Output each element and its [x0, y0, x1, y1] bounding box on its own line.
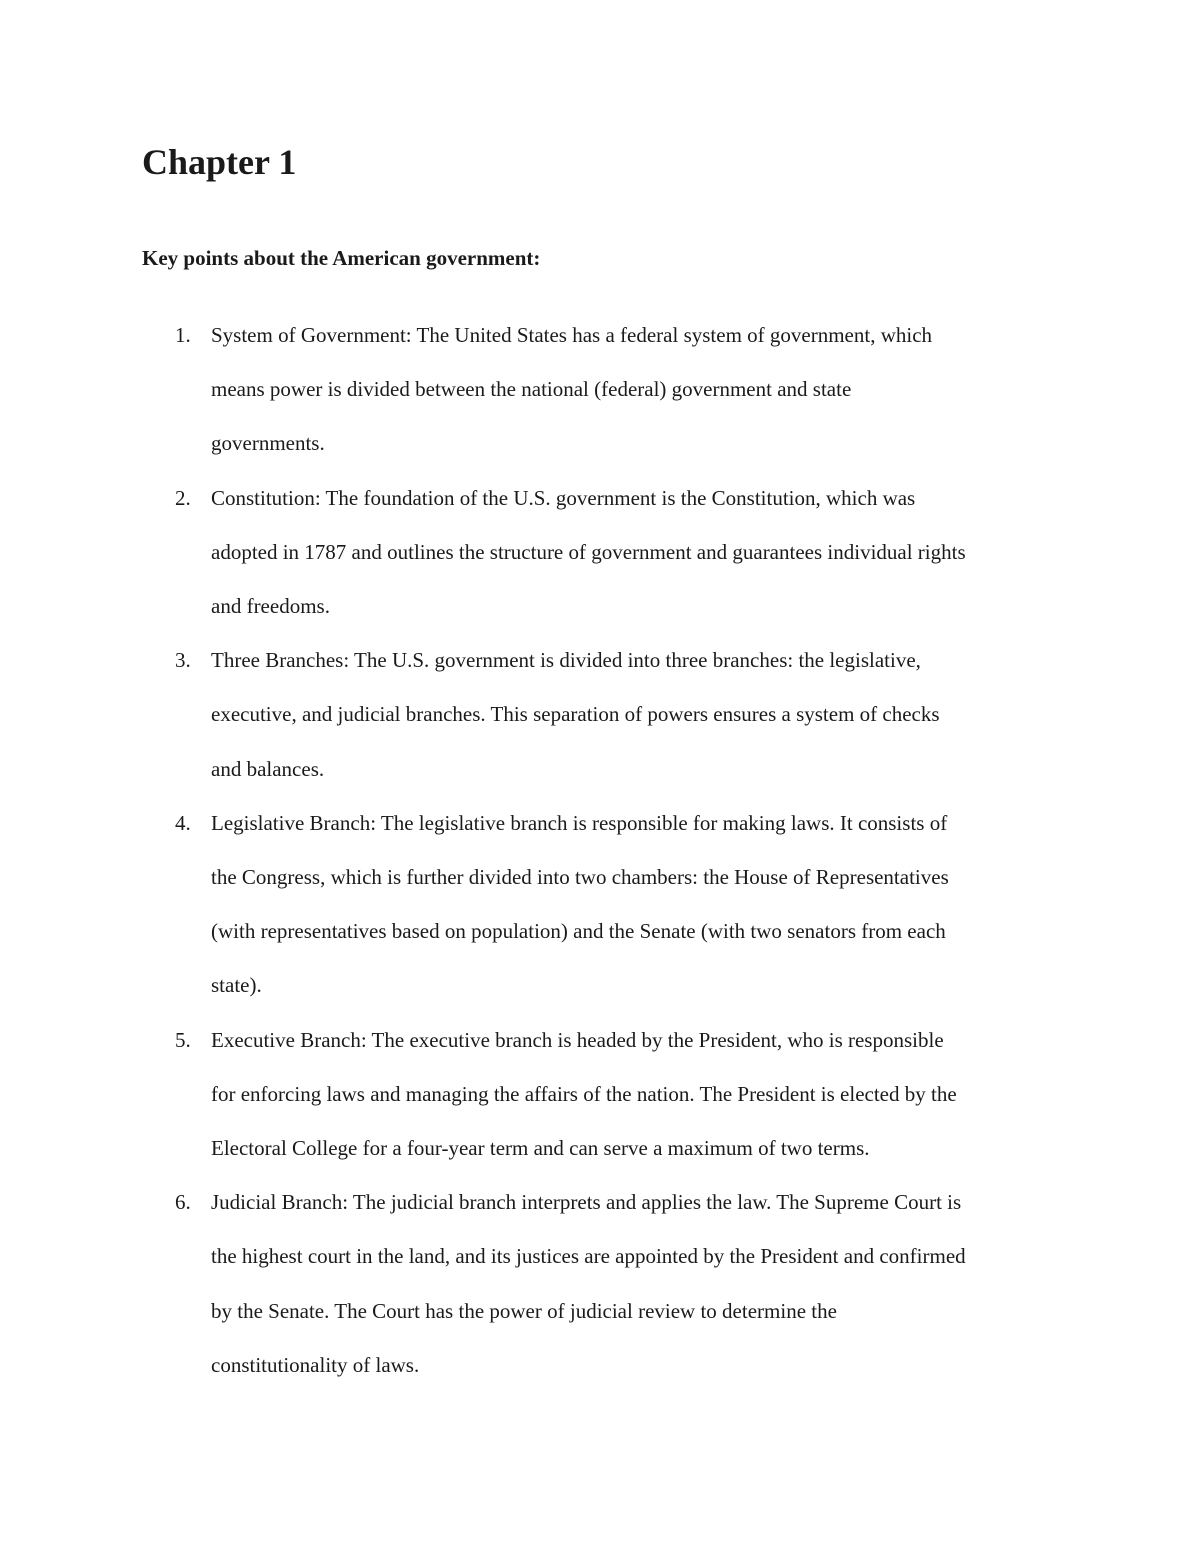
text-line: and balances. [211, 756, 325, 781]
item-text [211, 1013, 1082, 1176]
item-number: 3. [175, 648, 191, 673]
intro-heading: Key points about the American government: [142, 246, 541, 270]
text-line: Judicial Branch: The judicial branch interprets and applies the law. The Supreme Court is [211, 1190, 962, 1215]
text-line: the highest court in the land, and its justices are appointed by the President and confirmed [211, 1244, 966, 1269]
item-number: 6. [175, 1190, 191, 1215]
key-points-list [142, 308, 1082, 1392]
text-line: executive, and judicial branches. This separation of powers ensures a system of checks [211, 702, 940, 727]
text-line: governments. [211, 431, 325, 456]
text-line: and freedoms. [211, 594, 330, 619]
list-item [142, 633, 1082, 796]
item-text [211, 633, 1082, 796]
item-number: 5. [175, 1027, 191, 1052]
item-text [211, 796, 1082, 1013]
chapter-title: Chapter 1 [142, 142, 297, 182]
item-text [211, 471, 1082, 634]
text-line: for enforcing laws and managing the affairs of the nation. The President is elected by the [211, 1081, 957, 1106]
text-line: Electoral College for a four-year term and can serve a maximum of two terms. [211, 1136, 870, 1161]
text-line: adopted in 1787 and outlines the structure of government and guarantees individual rights [211, 539, 966, 564]
text-line: (with representatives based on population) and the Senate (with two senators from each [211, 919, 946, 944]
list-item [142, 1013, 1082, 1176]
text-line: state). [211, 973, 262, 998]
list-item [142, 471, 1082, 634]
item-number: 1. [175, 323, 191, 347]
text-line: means power is divided between the national (federal) government and state [211, 377, 852, 402]
text-line: Legislative Branch: The legislative branch is responsible for making laws. It consists of [211, 810, 948, 835]
list-item [142, 308, 1082, 471]
text-line: System of Government: The United States has a federal system of government, which [211, 323, 933, 347]
text-line: the Congress, which is further divided into two chambers: the House of Representatives [211, 865, 949, 890]
list-item [142, 796, 1082, 1013]
text-line: Three Branches: The U.S. government is divided into three branches: the legislative, [211, 648, 921, 673]
text-line: Constitution: The foundation of the U.S. government is the Constitution, which was [211, 485, 916, 510]
text-line: by the Senate. The Court has the power of judicial review to determine the [211, 1298, 837, 1323]
item-text [211, 1175, 1082, 1392]
item-text [211, 308, 1082, 471]
item-number: 2. [175, 485, 191, 510]
text-line: constitutionality of laws. [211, 1352, 420, 1377]
text-line: Executive Branch: The executive branch is headed by the President, who is responsible [211, 1027, 944, 1052]
list-item [142, 1175, 1082, 1392]
item-number: 4. [175, 810, 191, 835]
